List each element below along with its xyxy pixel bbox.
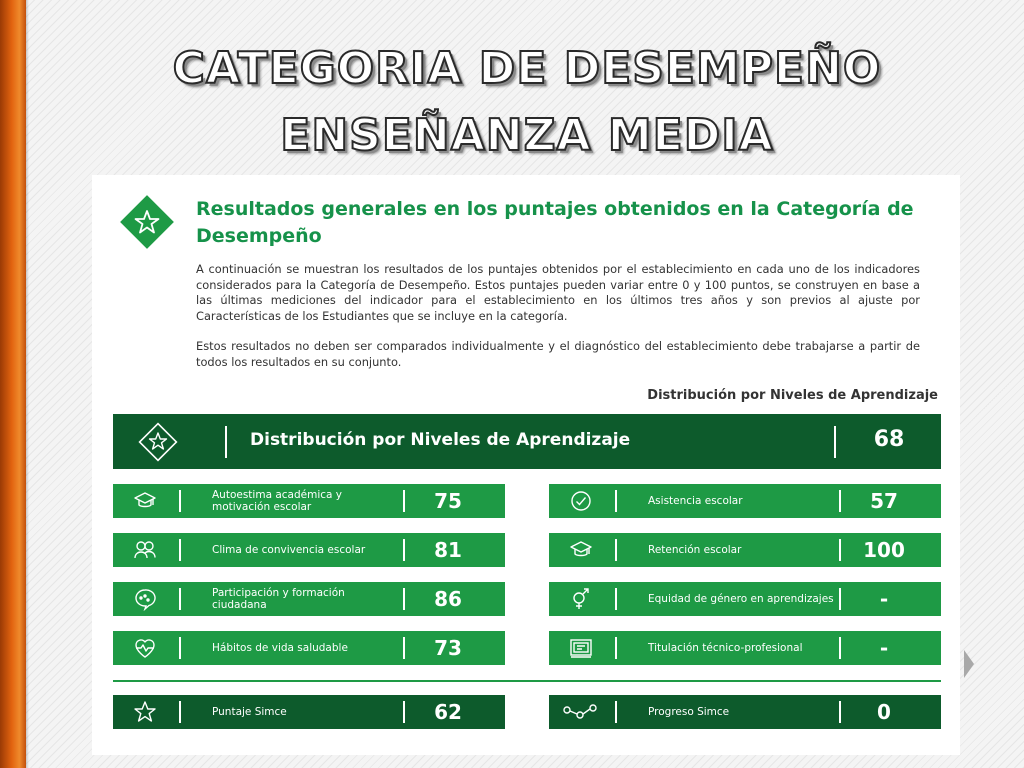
indicator-value: - [879,587,889,611]
indicator-value: 62 [434,700,462,724]
chat-bubble-icon [133,587,157,611]
indicator-label: Asistencia escolar [648,495,743,507]
indicator-label: Autoestima académica y motivación escolar [212,489,343,513]
indicator-label: Participación y formación ciudadana [212,587,345,611]
separator [615,637,617,659]
separator [834,426,836,458]
graduation-cap-icon [133,489,157,513]
indicator-puntaje-simce [113,695,505,729]
indicator-label: Titulación técnico-profesional [648,642,803,654]
indicator-titulacion [549,631,941,665]
indicator-label: Equidad de género en aprendizajes [648,593,834,605]
indicator-progreso-simce [549,695,941,729]
star-badge-icon [120,195,174,249]
indicator-retencion [549,533,941,567]
indicator-label: Progreso Simce [648,706,730,718]
indicator-value: 73 [434,636,462,660]
indicator-autoestima [113,484,505,518]
separator [615,490,617,512]
indicator-value: - [879,636,889,660]
indicator-value: 57 [870,489,898,513]
separator [615,539,617,561]
indicator-value: 0 [877,700,891,724]
indicator-label: Retención escolar [648,544,742,556]
indicator-label: Hábitos de vida saludable [212,642,348,654]
separator [179,490,181,512]
indicator-value: 86 [434,587,462,611]
indicator-label: Puntaje Simce [212,706,287,718]
indicator-value: 100 [863,538,905,562]
results-card [92,175,960,755]
description-paragraph-1: A continuación se muestran los resultados de los puntajes obtenidos por el establecimiento en cada uno de los indicadores considerados para la Categoría de Desempeño. Estos puntajes pueden variar entre 0 y 100 puntos, se construyen en base a las últimas mediciones del indicador para el establecimiento en los últimos tres años y son previos al ajuste por Características de los Estudiantes que se incluye en la categoría. [196,262,920,323]
separator [179,701,181,723]
section-subtitle: Distribución por Niveles de Aprendizaje [647,388,938,403]
next-slide-arrow-icon[interactable] [964,650,974,678]
indicator-habitos [113,631,505,665]
separator [615,588,617,610]
star-diamond-icon [137,421,179,467]
separator [179,588,181,610]
indicator-clima [113,533,505,567]
separator [179,637,181,659]
certificate-icon [569,636,593,660]
slide-title-line1: CATEGORIA DE DESEMPEÑO [172,43,882,94]
main-indicator-row [113,414,941,469]
card-title: Resultados generales en los puntajes obtenidos en la Categoría de Desempeño [196,198,914,247]
star-icon [133,700,157,724]
indicator-participacion [113,582,505,616]
indicator-value: 81 [434,538,462,562]
indicator-asistencia [549,484,941,518]
slide-title-line2: ENSEÑANZA MEDIA [280,110,774,161]
separator [615,701,617,723]
people-icon [133,538,157,562]
heart-pulse-icon [133,636,157,660]
main-indicator-value: 68 [873,427,905,452]
orange-side-bar [0,0,26,768]
graduation-cap-icon [569,538,593,562]
progress-icon [563,700,597,724]
main-indicator-label: Distribución por Niveles de Aprendizaje [250,430,631,450]
indicator-value: 75 [434,489,462,513]
section-divider [113,680,941,682]
indicator-equidad [549,582,941,616]
description-paragraph-2: Estos resultados no deben ser comparados individualmente y el diagnóstico del establecimiento debe trabajarse a partir de todos los resultados en su conjunto. [196,339,920,369]
separator [179,539,181,561]
separator [225,426,227,458]
gender-icon [569,587,593,611]
indicator-label: Clima de convivencia escolar [212,544,366,556]
check-circle-icon [569,489,593,513]
